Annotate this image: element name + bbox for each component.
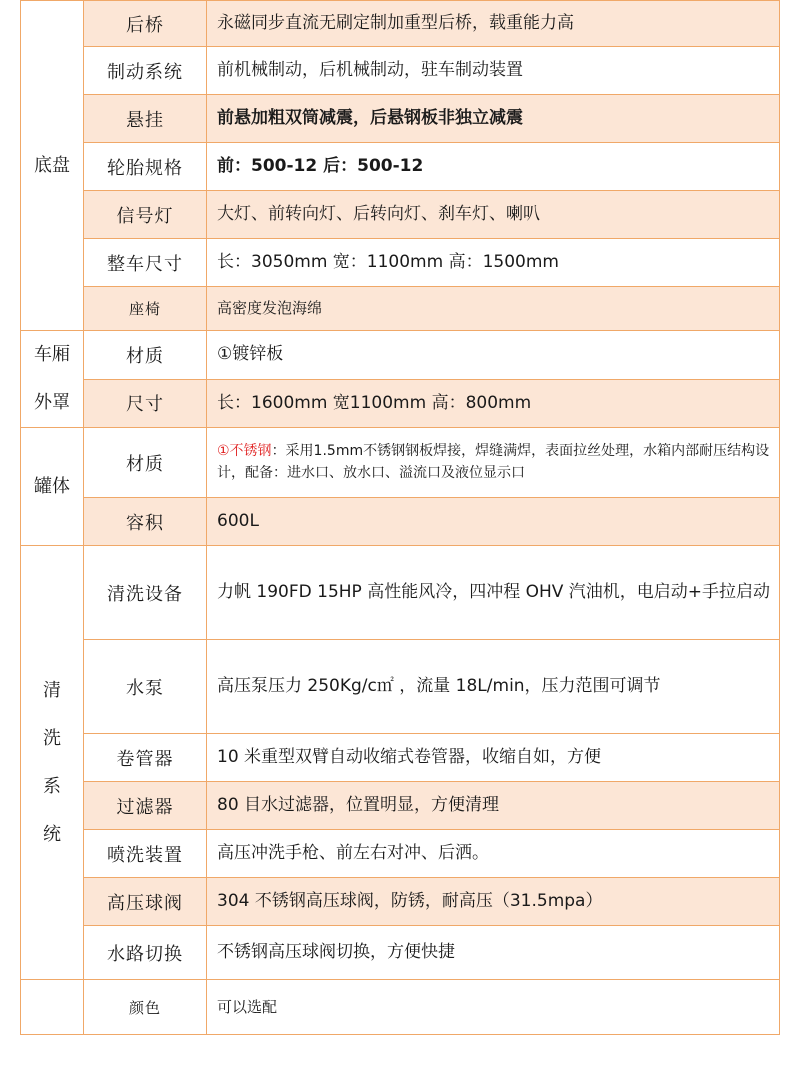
row-key: 喷洗装置 — [84, 830, 207, 878]
row-key: 水泵 — [84, 640, 207, 734]
row-value — [207, 428, 780, 498]
row-value: 不锈钢高压球阀切换，方便快捷 — [207, 926, 780, 980]
row-key: 水路切换 — [84, 926, 207, 980]
row-value: 10 米重型双臂自动收缩式卷管器，收缩自如，方便 — [207, 734, 780, 782]
row-key: 颜色 — [84, 980, 207, 1035]
row-key: 轮胎规格 — [84, 143, 207, 191]
table-row — [21, 47, 780, 95]
table-row — [21, 287, 780, 331]
category-empty — [21, 980, 84, 1035]
row-value: 长：3050mm 宽：1100mm 高：1500mm — [207, 239, 780, 287]
category-label: 底盘 — [34, 154, 70, 176]
table-row — [21, 239, 780, 287]
category-label: 罐体 — [34, 475, 70, 497]
row-value: 力帆 190FD 15HP 高性能风冷，四冲程 OHV 汽油机，电启动+手拉启动 — [207, 546, 780, 640]
category-chassis — [21, 1, 84, 331]
row-key: 过滤器 — [84, 782, 207, 830]
table-row — [21, 640, 780, 734]
row-value: 304 不锈钢高压球阀，防锈，耐高压（31.5mpa） — [207, 878, 780, 926]
row-value: 80 目水过滤器，位置明显，方便清理 — [207, 782, 780, 830]
material-highlight: ①不锈钢 — [217, 442, 272, 459]
row-value: 大灯、前转向灯、后转向灯、刹车灯、喇叭 — [207, 191, 780, 239]
table-row — [21, 428, 780, 498]
table-row — [21, 830, 780, 878]
row-value: 高密度发泡海绵 — [207, 287, 780, 331]
row-key: 尺寸 — [84, 379, 207, 428]
row-key: 整车尺寸 — [84, 239, 207, 287]
table-row — [21, 1, 780, 47]
row-key: 信号灯 — [84, 191, 207, 239]
table-row — [21, 379, 780, 428]
row-value: ①镀锌板 — [207, 331, 780, 380]
table-row — [21, 734, 780, 782]
row-value: 长：1600mm 宽1100mm 高：800mm — [207, 379, 780, 428]
row-value: 可以选配 — [207, 980, 780, 1035]
table-row — [21, 191, 780, 239]
category-label: 车厢 — [34, 344, 70, 365]
category-label: 系 — [43, 775, 61, 797]
material-description: ：采用1.5mm不锈钢钢板焊接，焊缝满焊，表面拉丝处理，水箱内部耐压结构设计，配备：进水口、放水口、溢流口及液位显示口 — [217, 442, 770, 481]
row-key: 悬挂 — [84, 95, 207, 143]
table-row — [21, 331, 780, 380]
row-key: 容积 — [84, 498, 207, 546]
row-key: 清洗设备 — [84, 546, 207, 640]
row-key: 制动系统 — [84, 47, 207, 95]
row-key: 后桥 — [84, 1, 207, 47]
table-row — [21, 926, 780, 980]
row-value: 高压冲洗手枪、前左右对冲、后洒。 — [207, 830, 780, 878]
spec-table — [20, 0, 780, 1035]
table-row — [21, 95, 780, 143]
row-value: 前：500-12 后：500-12 — [207, 143, 780, 191]
row-value: 高压泵压力 250Kg/c㎡ ，流量 18L/min，压力范围可调节 — [207, 640, 780, 734]
table-row — [21, 498, 780, 546]
row-key: 座椅 — [84, 287, 207, 331]
category-cabin — [21, 331, 84, 428]
row-key: 材质 — [84, 331, 207, 380]
category-tank — [21, 428, 84, 546]
table-row — [21, 143, 780, 191]
row-value: 前机械制动，后机械制动，驻车制动装置 — [207, 47, 780, 95]
row-value: 前悬加粗双筒减震，后悬钢板非独立减震 — [207, 95, 780, 143]
row-key: 卷管器 — [84, 734, 207, 782]
category-label: 洗 — [43, 727, 61, 749]
table-row — [21, 782, 780, 830]
category-label: 统 — [43, 823, 61, 845]
row-value: 永磁同步直流无刷定制加重型后桥，载重能力高 — [207, 1, 780, 47]
category-label: 清 — [43, 679, 61, 701]
category-label: 外罩 — [34, 392, 70, 413]
category-wash-system — [21, 546, 84, 980]
row-key: 材质 — [84, 428, 207, 498]
row-value: 600L — [207, 498, 780, 546]
row-key: 高压球阀 — [84, 878, 207, 926]
table-row — [21, 980, 780, 1035]
table-row — [21, 546, 780, 640]
table-row — [21, 878, 780, 926]
